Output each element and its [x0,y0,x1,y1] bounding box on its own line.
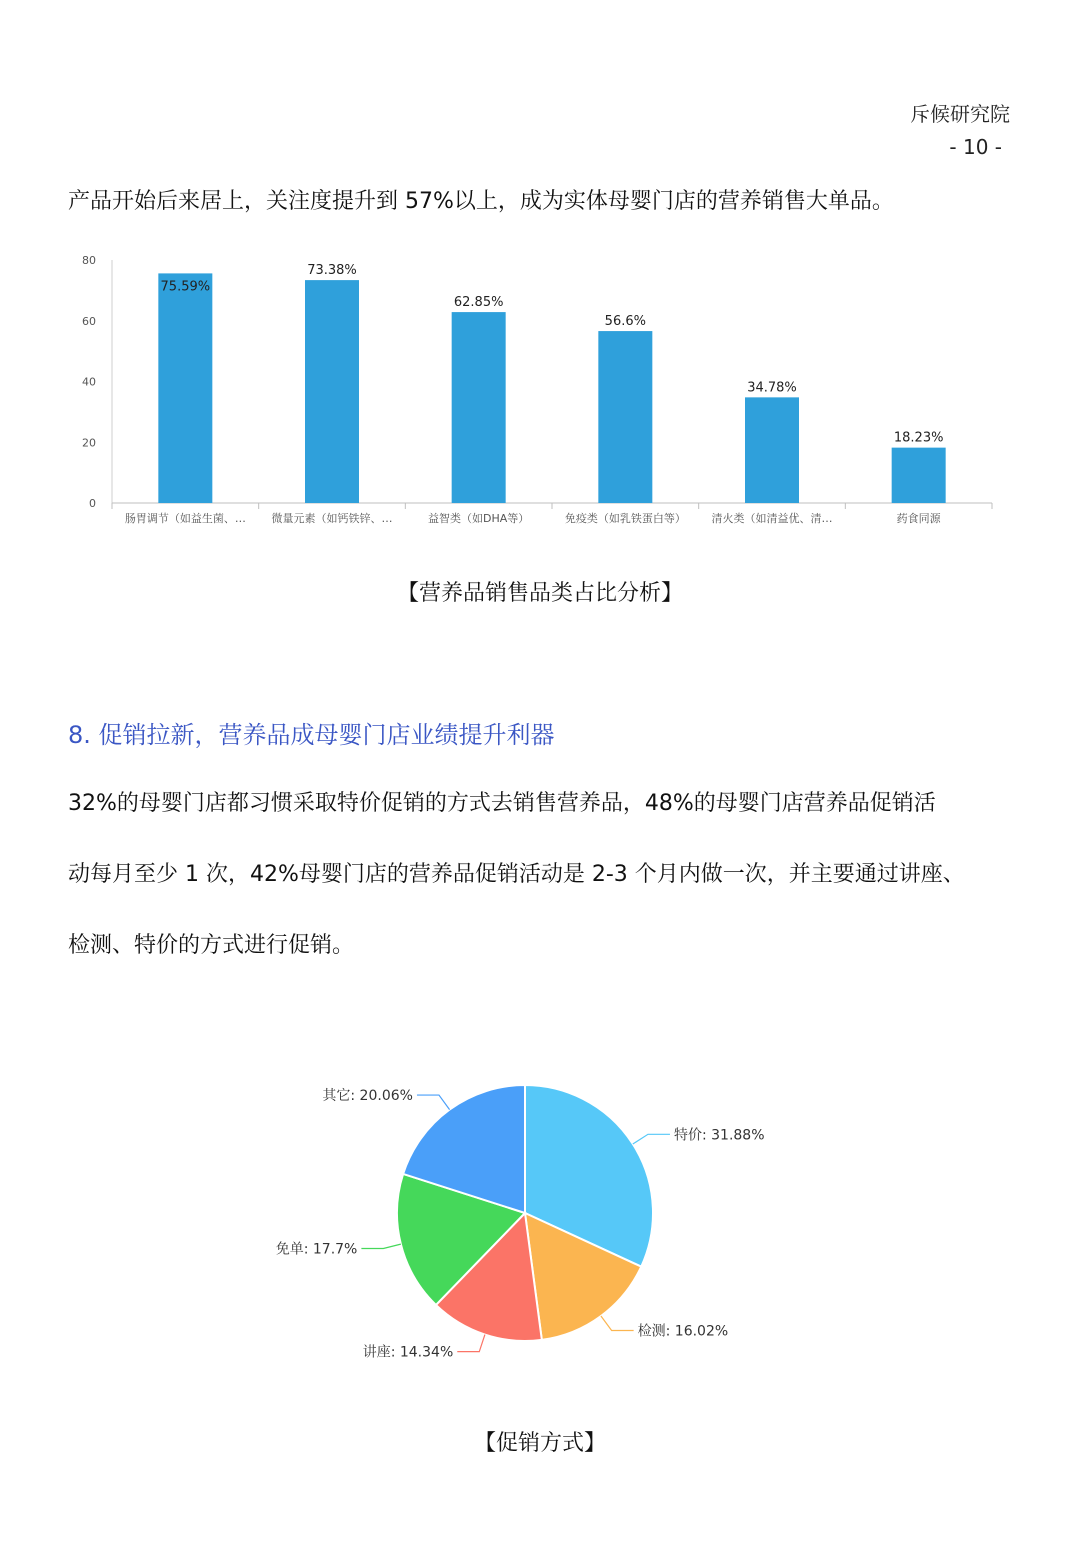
bar-value-label: 62.85% [453,295,504,311]
bar [452,312,506,503]
pie-leader-line [361,1244,400,1248]
section-body-line: 动每月至少 1 次，42%母婴门店的营养品促销活动是 2-3 个月内做一次，并主要通过讲座、 [68,862,965,887]
y-tick-label: 20 [82,436,96,450]
section-body-line: 32%的母婴门店都习惯采取特价促销的方式去销售营养品，48%的母婴门店营养品促销活 [68,791,936,816]
y-tick-label: 80 [82,254,96,267]
bar [158,273,212,503]
header-organization: 斥候研究院 [910,102,1010,126]
bar-value-label: 75.59% [160,279,211,295]
pie-leader-line [601,1316,634,1330]
intro-paragraph: 产品开始后来居上，关注度提升到 57%以上，成为实体母婴门店的营养销售大单品。 [68,189,894,214]
pie-slice-label: 免单: 17.7% [275,1241,358,1258]
promotion-pie-chart [250,1055,830,1395]
pie-slice-label: 其它: 20.06% [322,1088,413,1105]
y-tick-label: 40 [82,375,96,389]
figure1-caption: 【营养品销售品类占比分析】 [396,581,683,606]
pie-leader-line [633,1134,670,1144]
x-tick-label: 微量元素（如钙铁锌、… [271,512,393,525]
bar-value-label: 18.23% [893,430,944,446]
pie-slice-label: 特价: 31.88% [673,1127,765,1144]
bar [305,280,359,503]
bar [892,448,946,503]
x-tick-label: 免疫类（如乳铁蛋白等） [564,512,686,525]
pie-leader-line [417,1095,450,1110]
bar [745,397,799,503]
bar [598,331,652,503]
pie-slice-label: 讲座: 14.34% [362,1344,454,1361]
x-tick-label: 肠胃调节（如益生菌、… [124,512,246,525]
x-tick-label: 药食同源 [896,512,941,525]
y-tick-label: 60 [82,314,96,328]
bar-value-label: 73.38% [307,263,357,279]
x-tick-label: 清火类（如清益优、清… [711,512,833,525]
section-body [68,768,1028,981]
pie-slice-label: 检测: 16.02% [637,1323,729,1340]
pie-leader-line [457,1335,485,1352]
bar-value-label: 34.78% [747,380,797,396]
bar-value-label: 56.6% [604,314,646,330]
section-body-line: 检测、特价的方式进行促销。 [68,933,355,958]
category-bar-chart [60,245,1000,535]
x-tick-label: 益智类（如DHA等） [428,512,530,525]
page-number: - 10 - [949,135,1002,159]
figure2-caption: 【促销方式】 [473,1431,606,1456]
y-tick-label: 0 [89,497,96,510]
section-title: 8. 促销拉新，营养品成母婴门店业绩提升利器 [68,721,555,749]
